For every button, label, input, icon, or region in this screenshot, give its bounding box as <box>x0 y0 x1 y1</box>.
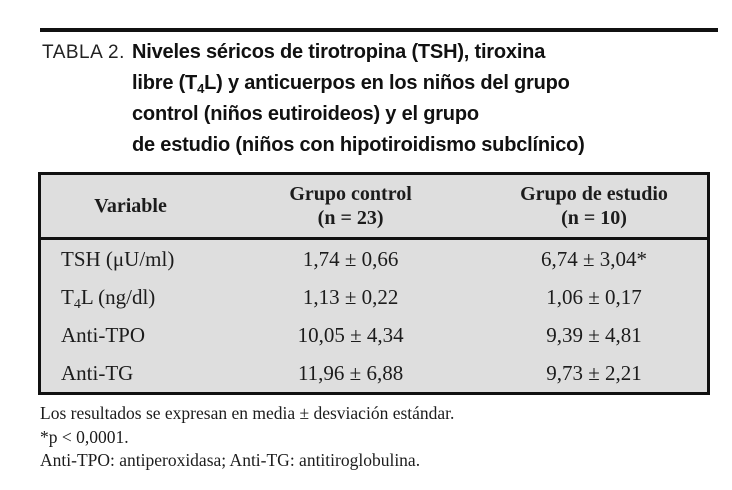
col-study-header-n: (n = 10) <box>561 207 627 229</box>
table-row-tsh <box>40 239 709 279</box>
top-rule <box>40 28 718 32</box>
cell-variable <box>40 354 221 394</box>
cell-study-value: 9,39 ± 4,81 <box>546 322 642 347</box>
col-variable-header-label: Variable <box>94 195 167 217</box>
title-line-2-post: L) y anticuerpos en los niños del grupo <box>204 72 570 94</box>
footnote-results-note: Los resultados se expresan en media ± desviación estándar. <box>40 403 455 423</box>
col-variable-header <box>40 174 221 239</box>
col-study-header <box>481 174 708 239</box>
col-study-header-label: Grupo de estudio <box>520 183 668 205</box>
cell-control-value: 1,13 ± 0,22 <box>302 284 399 309</box>
cell-study-value: 9,73 ± 2,21 <box>546 360 642 385</box>
title-line-3: control (niños eutiroideos) y el grupo <box>132 103 479 125</box>
title-line-2-subscript: 4 <box>197 81 205 96</box>
cell-variable <box>40 278 221 316</box>
cell-control-value: 1,74 ± 0,66 <box>302 246 399 271</box>
footnotes <box>40 402 716 473</box>
table-row-anti-tg <box>40 354 709 394</box>
col-control-header-n: (n = 23) <box>317 207 384 229</box>
results-table <box>38 172 710 395</box>
title-line-2-pre: libre (T <box>132 72 198 94</box>
table-title <box>132 37 585 161</box>
variable-label: Anti-TG <box>61 360 134 385</box>
cell-control-value: 11,96 ± 6,88 <box>297 360 404 385</box>
title-line-2 <box>132 68 585 99</box>
variable-label-post: L (ng/dl) <box>80 284 156 309</box>
table-row-anti-tpo <box>40 316 709 354</box>
footnote-pvalue: *p < 0,0001. <box>40 426 129 447</box>
cell-control-value: 10,05 ± 4,34 <box>297 322 404 347</box>
title-line-4: de estudio (niños con hipotiroidismo subclínico) <box>132 134 585 156</box>
variable-label: Anti-TPO <box>61 322 145 347</box>
variable-subscript: 4 <box>73 296 81 312</box>
title-line-1: Niveles séricos de tirotropina (TSH), tiroxina <box>132 41 546 63</box>
cell-variable <box>40 316 221 354</box>
col-control-header <box>220 174 481 239</box>
cell-variable <box>40 239 221 279</box>
variable-label: T <box>61 284 74 309</box>
cell-study-value: 6,74 ± 3,04* <box>541 246 648 271</box>
table-number-label: TABLA 2. <box>42 42 125 63</box>
col-control-header-label: Grupo control <box>289 183 412 205</box>
table-caption <box>42 37 718 161</box>
header-row <box>40 174 709 239</box>
cell-study-value: 1,06 ± 0,17 <box>546 284 642 309</box>
variable-label: TSH (μU/ml) <box>61 246 175 271</box>
table-row-t4l <box>40 278 709 316</box>
footnote-abbreviations: Anti-TPO: antiperoxidasa; Anti-TG: antitiroglobulina. <box>40 450 421 470</box>
